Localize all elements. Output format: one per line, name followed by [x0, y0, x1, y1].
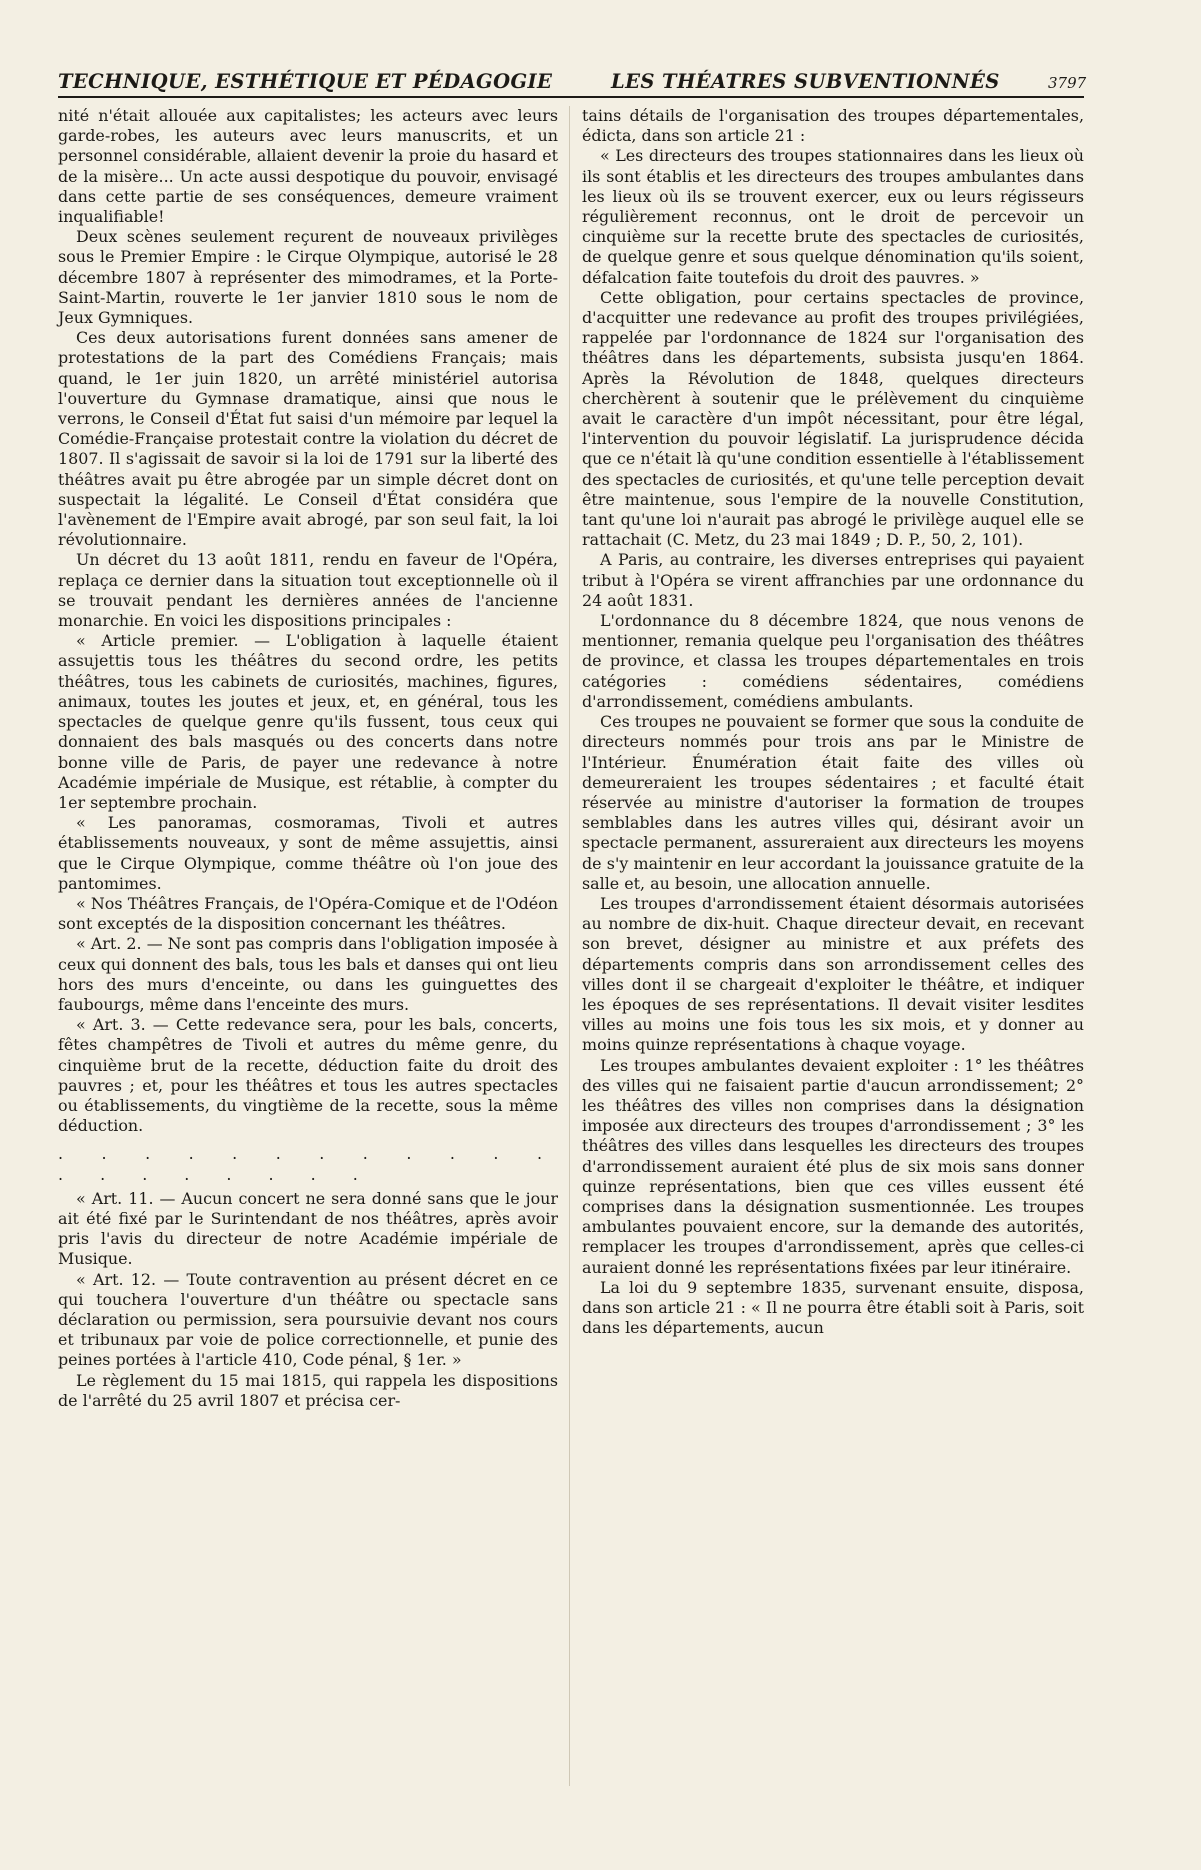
page-number: 3797	[1048, 74, 1087, 92]
header-rule	[58, 96, 1084, 98]
paragraph: Deux scènes seulement reçurent de nouveaux privilèges sous le Premier Empire : le Cirque Olympique, autorisé le 28 décembre 1807 à représenter des mimodrames, et la Porte-Saint-Martin, rouverte le 1er janvier 1810 sous le nom de Jeux Gymniques.	[58, 227, 558, 328]
decree-article: « Art. 3. — Cette redevance sera, pour les bals, concerts, fêtes champêtres de Tivoli et autres du même genre, du cinquième brut de la recette, déduction faite du droit des pauvres ; et, pour les théâtres et tous les autres spectacles ou établissements, du vingtième de la recette, sous la même déduction.	[58, 1015, 558, 1136]
paragraph: Le règlement du 15 mai 1815, qui rappela les dispositions de l'arrêté du 25 avril 1807 et précisa cer-	[58, 1370, 558, 1410]
paragraph: Cette obligation, pour certains spectacles de province, d'acquitter une redevance au profit des troupes privilégiées, rappelée par l'ordonnance de 1824 sur l'organisation des théâtres dans les départements, subsista jusqu'en 1864. Après la Révolution de 1848, quelques directeurs cherchèrent à soutenir que le prélèvement du cinquième avait le caractère d'un impôt nécessitant, pour être légal, l'intervention du pouvoir législatif. La jurisprudence décida que ce n'était là qu'une condition essentielle à l'établissement des spectacles de curiosités, et qu'une telle perception devait être maintenue, sous l'empire de la nouvelle Constitution, tant qu'une loi n'aurait pas abrogé le privilège auquel elle se rattachait (C. Metz, du 23 mai 1849 ; D. P., 50, 2, 101).	[582, 287, 1084, 550]
decree-article: « Les panoramas, cosmoramas, Tivoli et autres établissements nouveaux, y sont de même assujettis, ainsi que le Cirque Olympique, comme théâtre où l'on joue des pantomimes.	[58, 813, 558, 893]
decree-article: « Art. 12. — Toute contravention au présent décret en ce qui touchera l'ouverture d'un théâtre ou spectacle sans déclaration ou permission, sera poursuivie devant nos cours et tribunaux par voie de police correctionnelle, et punie des peines portées à l'article 410, Code pénal, § 1er. »	[58, 1269, 558, 1370]
header-left-title: TECHNIQUE, ESTHÉTIQUE ET PÉDAGOGIE	[58, 70, 553, 93]
paragraph: Ces troupes ne pouvaient se former que sous la conduite de directeurs nommés pour trois ans par le Ministre de l'Intérieur. Énumération était faite des villes où demeureraient les troupes sédentaires ; et faculté était réservée au ministre d'autoriser la formation de troupes semblables dans les autres villes qui, désirant avoir un spectacle permanent, assureraient aux directeurs les moyens de s'y maintenir en leur accordant la jouissance gratuite de la salle et, au besoin, une allocation annuelle.	[582, 712, 1084, 893]
header-right-title: LES THÉATRES SUBVENTIONNÉS	[611, 70, 1000, 93]
paragraph: Un décret du 13 août 1811, rendu en faveur de l'Opéra, replaça ce dernier dans la situation tout exceptionnelle où il se trouvait pendant les dernières années de l'ancienne monarchie. En voici les dispositions principales :	[58, 550, 558, 631]
paragraph: La loi du 9 septembre 1835, survenant ensuite, disposa, dans son article 21 : « Il ne pourra être établi soit à Paris, soit dans les départements, aucun	[582, 1277, 1084, 1338]
decree-article: « Art. 2. — Ne sont pas compris dans l'obligation imposée à ceux qui donnent des bals, tous les bals et danses qui ont lieu hors des murs d'enceinte, ou dans les guinguettes des faubourgs, même dans l'enceinte des murs.	[58, 934, 558, 1014]
decree-article: « Art. 11. — Aucun concert ne sera donné sans que le jour ait été fixé par le Surintendant de nos théâtres, après avoir pris l'avis du directeur de notre Académie impériale de Musique.	[58, 1188, 558, 1269]
paragraph: Les troupes d'arrondissement étaient désormais autorisées au nombre de dix-huit. Chaque directeur devait, en recevant son brevet, désigner au ministre et aux préfets des départements compris dans son arrondissement celles des villes dont il se chargeait d'exploiter le théâtre, et indiquer les époques de ses représentations. Il devait visiter lesdites villes au moins une fois tous les six mois, et y donner au moins quinze représentations à chaque voyage.	[582, 893, 1084, 1055]
column-separator	[569, 106, 570, 1786]
paragraph: nité n'était allouée aux capitalistes; les acteurs avec leurs garde-robes, les auteurs avec leurs manuscrits, et un personnel considérable, allaient devenir la proie du hasard et de la misère... Un acte aussi despotique du pouvoir, envisagé dans cette partie de ses conséquences, demeure vraiment inqualifiable!	[58, 106, 558, 227]
ellipsis-separator: . . . . . . . . . . . . . . . . . . . .	[58, 1144, 558, 1184]
right-column	[582, 106, 1084, 1338]
paragraph: A Paris, au contraire, les diverses entreprises qui payaient tribut à l'Opéra se virent affranchies par une ordonnance du 24 août 1831.	[582, 550, 1084, 610]
paragraph: L'ordonnance du 8 décembre 1824, que nous venons de mentionner, remania quelque peu l'organisation des théâtres de province, et classa les troupes départementales en trois catégories : comédiens sédentaires, comédiens d'arrondissement, comédiens ambulants.	[582, 611, 1084, 711]
quotation: « Les directeurs des troupes stationnaires dans les lieux où ils sont établis et les directeurs des troupes ambulantes dans les lieux où ils se trouvent exercer, eux ou leurs régisseurs régulièrement reconnus, ont le droit de percevoir un cinquième sur la recette brute des spectacles de curiosités, de quelque genre et sous quelque dénomination qu'ils soient, défalcation faite toutefois du droit des pauvres. »	[582, 146, 1084, 287]
decree-article: « Article premier. — L'obligation à laquelle étaient assujettis tous les théâtres du second ordre, les petits théâtres, tous les cabinets de curiosités, machines, figures, animaux, toutes les joutes et jeux, et, en général, tous les spectacles de quelque genre qu'ils fussent, tous ceux qui donnaient des bals masqués ou des concerts dans notre bonne ville de Paris, de payer une redevance à notre Académie impériale de Musique, est rétablie, à compter du 1er septembre prochain.	[58, 631, 558, 812]
decree-article: « Nos Théâtres Français, de l'Opéra-Comique et de l'Odéon sont exceptés de la disposition concernant les théâtres.	[58, 893, 558, 934]
paragraph: Les troupes ambulantes devaient exploiter : 1° les théâtres des villes qui ne faisaient partie d'aucun arrondissement; 2° les théâtres des villes non comprises dans la désignation imposée aux directeurs des troupes d'arrondissement ; 3° les théâtres des villes dans lesquelles les directeurs des troupes d'arrondissement auraient été plus de six mois sans donner quinze représentations, bien que ces villes eussent été comprises dans la désignation susmentionnée. Les troupes ambulantes pouvaient encore, sur la demande des autorités, remplacer les troupes d'arrondissement, après que celles-ci auraient donné les représentations fixées par leur itinéraire.	[582, 1055, 1084, 1277]
paragraph: Ces deux autorisations furent données sans amener de protestations de la part des Comédiens Français; mais quand, le 1er juin 1820, un arrêté ministériel autorisa l'ouverture du Gymnase dramatique, ainsi que nous le verrons, le Conseil d'État fut saisi d'un mémoire par lequel la Comédie-Française protestait contre la violation du décret de 1807. Il s'agissait de savoir si la loi de 1791 sur la liberté des théâtres avait pu être abrogée par un simple décret dont on suspectait la légalité. Le Conseil d'État considéra que l'avènement de l'Empire avait abrogé, par son seul fait, la loi révolutionnaire.	[58, 328, 558, 550]
left-column	[58, 106, 558, 1411]
paragraph: tains détails de l'organisation des troupes départementales, édicta, dans son article 21 :	[582, 106, 1084, 146]
